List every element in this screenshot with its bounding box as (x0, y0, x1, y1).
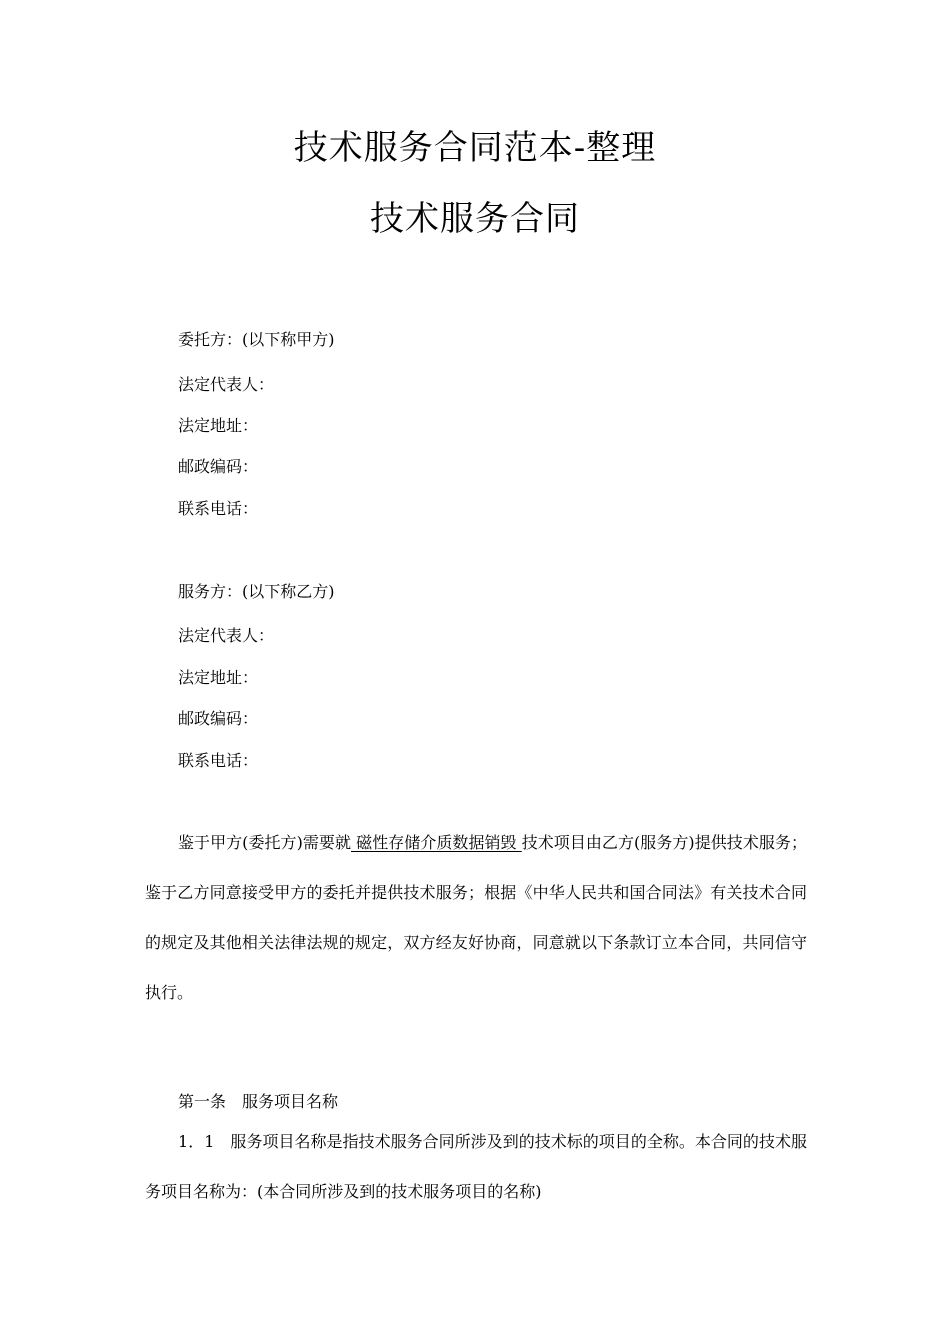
party-b-address: 法定地址： (178, 668, 259, 687)
article-1-heading: 第一条 服务项目名称 (178, 1092, 339, 1111)
party-a-postal-code: 邮政编码： (178, 457, 259, 476)
party-a-legal-rep: 法定代表人： (178, 375, 275, 394)
project-name-field: 磁性存储介质数据销毁 (351, 833, 522, 852)
preamble-paragraph (145, 818, 807, 1018)
document-title: 技术服务合同范本-整理 (293, 128, 657, 168)
clause-1-1: 1．1 服务项目名称是指技术服务合同所涉及到的技术标的项目的全称。本合同的技术服务项目名称为：(本合同所涉及到的技术服务项目的名称) (145, 1132, 807, 1201)
party-b-postal-code: 邮政编码： (178, 709, 259, 728)
party-a-phone: 联系电话： (178, 499, 259, 518)
preamble-after: 技术项目由乙方(服务方)提供技术服务；鉴于乙方同意接受甲方的委托并提供技术服务；根据《中华人民共和国合同法》有关技术合同的规定及其他相关法律法规的规定，双方经友好协商，同意就以下条款订立本合同，共同信守执行。 (145, 833, 807, 1002)
party-b-phone: 联系电话： (178, 751, 259, 770)
party-a-address: 法定地址： (178, 416, 259, 435)
party-b-heading: 服务方：(以下称乙方) (178, 582, 335, 601)
party-a-heading: 委托方：(以下称甲方) (178, 330, 335, 349)
preamble-before: 鉴于甲方(委托方)需要就 (178, 833, 352, 852)
party-b-legal-rep: 法定代表人： (178, 626, 275, 645)
contract-title: 技术服务合同 (370, 199, 580, 239)
